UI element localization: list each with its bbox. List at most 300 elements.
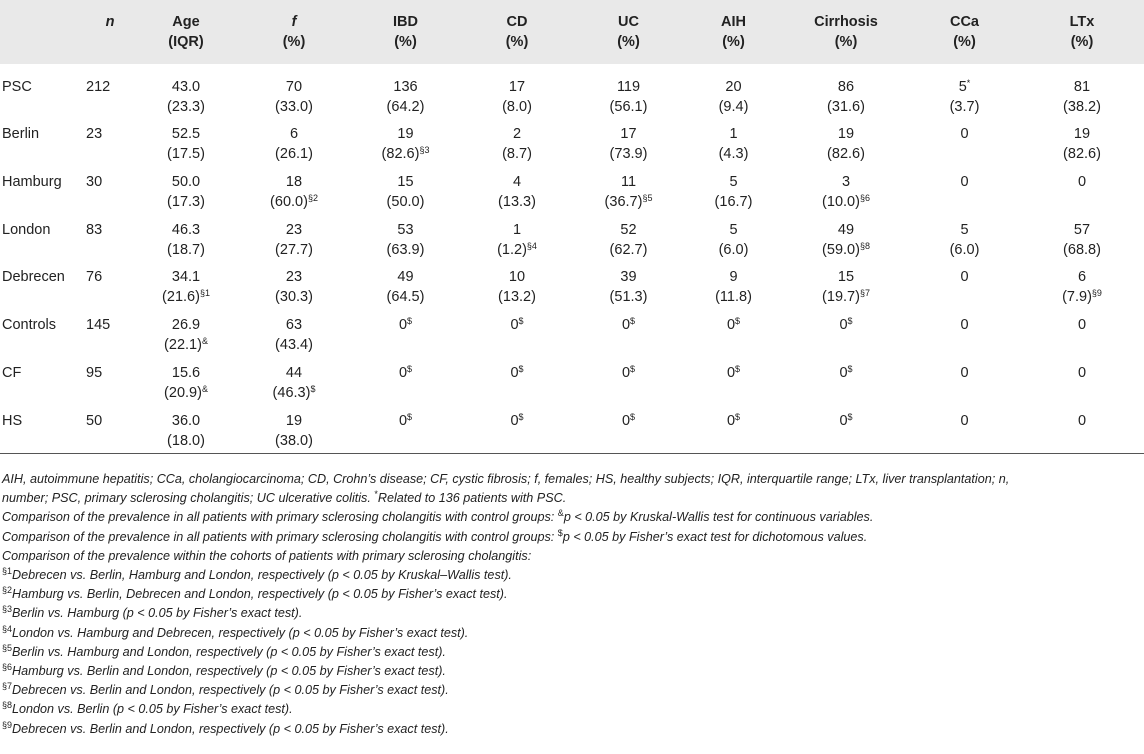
- footnote-text: Comparison of the prevalence in all patients with primary sclerosing cholangitis with control groups:: [2, 529, 555, 544]
- footnote-line: [2, 604, 1140, 623]
- footnote-line: [2, 624, 1140, 643]
- cell-percent: (6.0): [949, 241, 980, 258]
- cell-value: 0: [510, 364, 519, 381]
- cell-percent: (4.3): [718, 146, 749, 162]
- table-cell: [684, 411, 783, 459]
- table-cell: [1020, 220, 1144, 268]
- cell-value: 52: [620, 221, 637, 238]
- cell-percent: (30.3): [275, 289, 313, 306]
- table-cell: [573, 220, 684, 268]
- cell-percent: (59.0): [822, 241, 860, 258]
- cell-percent: (21.6): [162, 289, 200, 306]
- cell-value: 5: [958, 79, 967, 95]
- table-cell: [1020, 363, 1144, 411]
- cell-value: 57: [1073, 221, 1091, 238]
- table-cell: [783, 267, 909, 315]
- column-header-unit: (%): [282, 34, 306, 50]
- footnote-line: [2, 508, 1140, 527]
- cell-value: 19: [285, 412, 303, 429]
- cell-percent: (20.9): [164, 384, 202, 401]
- cell-value: 0: [960, 364, 969, 381]
- cell-value: 0: [621, 412, 631, 429]
- table-cell: [684, 64, 783, 124]
- cell-value: 52.5: [171, 126, 201, 142]
- table-row: [0, 267, 1144, 315]
- cell-percent-marker: §2: [307, 192, 318, 203]
- cell-percent: (36.7): [604, 193, 643, 210]
- cell-percent: (19.7): [822, 289, 860, 306]
- row-label: Debrecen: [2, 269, 65, 286]
- cell-value: 136: [393, 79, 418, 95]
- cell-value: 0: [1077, 364, 1087, 381]
- table-cell: [134, 220, 238, 268]
- table-cell: [909, 64, 1020, 124]
- footnote-text: Berlin vs. Hamburg and London, respectively (p < 0.05 by Fisher’s exact test).: [12, 644, 446, 659]
- column-header-label: IBD: [393, 14, 418, 30]
- table-cell: [461, 124, 573, 172]
- cell-value: 39: [620, 269, 637, 286]
- cell-value-marker: $: [735, 316, 741, 327]
- table-cell: [461, 220, 573, 268]
- column-header-label: UC: [618, 14, 639, 30]
- table-cell: [461, 267, 573, 315]
- cell-percent: (13.2): [498, 289, 536, 306]
- cell-percent: (50.0): [386, 193, 425, 210]
- footnote-text: London vs. Berlin (p < 0.05 by Fisher’s exact test).: [12, 702, 293, 717]
- cell-value-marker: $: [735, 411, 741, 422]
- footnote-marker: §8: [2, 700, 13, 711]
- column-header: [909, 0, 1020, 64]
- table-cell: [461, 363, 573, 411]
- cell-value: 20: [725, 79, 742, 95]
- footnote-text: Berlin vs. Hamburg (p < 0.05 by Fisher’s exact test).: [12, 606, 303, 621]
- cell-value: 15.6: [171, 364, 201, 381]
- cell-value: 0: [621, 364, 631, 381]
- cell-percent: (27.7): [275, 241, 313, 258]
- footnote-line: [2, 662, 1140, 681]
- footnote-text-continued: p < 0.05 by Fisher’s exact test for dichotomous values.: [562, 529, 868, 544]
- cell-value: 19: [1073, 126, 1091, 142]
- table-cell: [1020, 64, 1144, 124]
- table-cell: [573, 363, 684, 411]
- cell-n: 212: [86, 79, 111, 95]
- cell-value: 19: [837, 126, 855, 142]
- column-header: [350, 0, 461, 64]
- cell-value: 36.0: [171, 412, 201, 429]
- table-row: [0, 220, 1144, 268]
- cell-n: 30: [86, 173, 103, 190]
- cell-value: 86: [837, 79, 855, 95]
- footnote-line: [2, 547, 1140, 566]
- table-cell: [573, 64, 684, 124]
- cell-percent-marker: §8: [859, 240, 870, 251]
- column-header-label: Cirrhosis: [814, 14, 878, 30]
- cell-value: 44: [285, 364, 303, 381]
- column-header-label: LTx: [1069, 14, 1095, 30]
- cell-percent: (17.5): [167, 146, 205, 162]
- table-cell: [350, 411, 461, 459]
- cell-value: 49: [837, 221, 855, 238]
- column-header-unit: (%): [505, 34, 529, 50]
- table-cell: [783, 411, 909, 459]
- cell-percent: (46.3): [272, 384, 311, 401]
- footnote-text: Comparison of the prevalence in all patients with primary sclerosing cholangitis with control groups:: [2, 510, 555, 525]
- column-header: [134, 0, 238, 64]
- cell-value: 23: [285, 269, 303, 286]
- row-label: Berlin: [2, 126, 40, 142]
- cell-percent: (3.7): [949, 99, 980, 115]
- table-cell: [134, 64, 238, 124]
- cell-value: 23: [285, 221, 303, 238]
- table-cell: [461, 64, 573, 124]
- cell-value: 46.3: [171, 221, 201, 238]
- cell-value-marker: $: [735, 363, 741, 374]
- table-cell: [684, 124, 783, 172]
- table-cell: [684, 220, 783, 268]
- footnote-line: [2, 470, 1140, 489]
- table-row: [0, 411, 1144, 459]
- cell-value-marker: $: [847, 411, 853, 422]
- table-row: [0, 315, 1144, 363]
- footnote-text: AIH, autoimmune hepatitis; CCa, cholangiocarcinoma; CD, Crohn’s disease; CF, cystic fibrosis; f, females; HS, healthy subjects; IQR, interquartile range; LTx, liver transplantation; n,: [2, 472, 1010, 486]
- column-header-unit: (%): [722, 34, 745, 50]
- cell-percent: (64.5): [386, 289, 425, 306]
- cell-n: 145: [86, 317, 111, 334]
- table-cell: [909, 172, 1020, 220]
- table-row: [0, 64, 1144, 124]
- table-cell: [783, 315, 909, 363]
- cell-n: 95: [86, 364, 103, 381]
- column-header: [461, 0, 573, 64]
- table-cell: [238, 172, 350, 220]
- footnote-line: [2, 643, 1140, 662]
- cell-value: 0: [960, 269, 969, 286]
- cell-value: 0: [398, 317, 408, 334]
- cell-percent-marker: §3: [419, 145, 430, 155]
- cell-percent: (33.0): [275, 99, 313, 115]
- cell-value: 6: [289, 126, 299, 142]
- table-cell: [238, 124, 350, 172]
- column-header-label: f: [291, 14, 297, 30]
- table-cell: [134, 267, 238, 315]
- footnote-marker: §6: [2, 662, 13, 673]
- table-body: [0, 64, 1144, 459]
- table-footnotes: [2, 470, 1140, 739]
- table-cell: [461, 411, 573, 459]
- table-cell: [238, 315, 350, 363]
- table-row: [0, 363, 1144, 411]
- cell-value: 43.0: [171, 79, 201, 95]
- cell-value-marker: $: [407, 363, 413, 374]
- footnote-line: [2, 585, 1140, 604]
- cell-value: 63: [285, 317, 303, 334]
- cell-value: 3: [841, 173, 851, 190]
- footnote-marker: §9: [2, 719, 13, 730]
- row-label: Controls: [2, 317, 56, 334]
- column-header: [86, 0, 134, 64]
- table-cell: [783, 172, 909, 220]
- table-cell: [909, 267, 1020, 315]
- table-cell: [783, 363, 909, 411]
- column-header-unit: (%): [953, 34, 976, 50]
- footnote-symbol: *: [374, 489, 378, 500]
- column-header: [1020, 0, 1144, 64]
- row-label: Hamburg: [2, 173, 62, 190]
- table-cell: [461, 172, 573, 220]
- cell-percent: (13.3): [498, 193, 536, 210]
- table-cell: [461, 315, 573, 363]
- cell-value: 0: [960, 173, 969, 190]
- cell-value: 10: [508, 269, 526, 286]
- cell-value: 9: [729, 269, 738, 286]
- cell-value: 0: [960, 126, 969, 142]
- row-label: PSC: [2, 79, 32, 95]
- cell-percent: (51.3): [609, 289, 648, 306]
- cell-value: 0: [839, 317, 848, 334]
- cell-value: 1: [729, 126, 738, 142]
- cell-percent: (17.3): [167, 193, 205, 210]
- cell-percent: (56.1): [609, 99, 648, 115]
- cell-value: 18: [285, 173, 303, 190]
- column-header-label: CD: [506, 14, 528, 30]
- table-cell: [238, 363, 350, 411]
- footnote-text-continued: p < 0.05 by Kruskal-Wallis test for continuous variables.: [563, 510, 874, 525]
- table-cell: [238, 220, 350, 268]
- table-cell: [1020, 315, 1144, 363]
- cell-percent: (8.7): [502, 146, 532, 162]
- column-header-unit: (IQR): [168, 34, 204, 50]
- cell-percent-marker: §9: [1091, 288, 1102, 299]
- cell-percent: (18.7): [167, 241, 205, 258]
- table-cell: [573, 315, 684, 363]
- table-cell: [573, 267, 684, 315]
- table-cell: [1020, 411, 1144, 459]
- table-cell: [134, 363, 238, 411]
- cell-percent-marker: §7: [859, 288, 870, 299]
- cell-value: 6: [1077, 269, 1087, 286]
- row-label: HS: [2, 412, 23, 429]
- footnote-marker: §7: [2, 681, 13, 692]
- column-header-unit: (%): [394, 34, 417, 50]
- table-cell: [1020, 267, 1144, 315]
- cell-value: 0: [839, 364, 848, 381]
- table-cell: [684, 315, 783, 363]
- footnote-line: [2, 720, 1140, 739]
- cell-value: 0: [1077, 317, 1087, 334]
- cell-percent: (8.0): [502, 99, 532, 115]
- table-row: [0, 124, 1144, 172]
- row-label: CF: [2, 364, 22, 381]
- table-cell: [350, 315, 461, 363]
- cell-value: 0: [960, 412, 969, 429]
- table-cell: [134, 124, 238, 172]
- cell-percent: (62.7): [609, 241, 648, 258]
- cell-percent: (63.9): [386, 241, 425, 258]
- table-bottom-rule: [0, 453, 1144, 454]
- table-row: [0, 172, 1144, 220]
- table-cell: [238, 411, 350, 459]
- cell-value-marker: $: [518, 411, 524, 422]
- cell-percent-marker: §5: [642, 192, 653, 203]
- footnote-marker: §4: [2, 623, 13, 634]
- cell-value: 0: [510, 317, 519, 334]
- table-cell: [350, 172, 461, 220]
- footnote-marker: §2: [2, 585, 13, 596]
- table-cell: [350, 64, 461, 124]
- cell-percent: (23.3): [167, 99, 205, 115]
- cell-value: 0: [726, 364, 736, 381]
- cell-value-marker: $: [630, 363, 636, 374]
- cell-value: 81: [1073, 79, 1091, 95]
- table-cell: [1020, 124, 1144, 172]
- table-cell: [573, 124, 684, 172]
- column-header: [684, 0, 783, 64]
- cell-percent: (10.0): [822, 193, 860, 210]
- table-cell: [238, 64, 350, 124]
- cell-percent: (68.8): [1063, 241, 1101, 258]
- cell-value: 70: [285, 79, 303, 95]
- table-cell: [684, 363, 783, 411]
- cell-percent: (1.2): [497, 241, 527, 258]
- cell-value: 19: [397, 126, 414, 142]
- cell-value-marker: $: [407, 411, 413, 422]
- column-header: [0, 0, 86, 64]
- footnote-marker: §5: [2, 642, 13, 653]
- footnote-text: number; PSC, primary sclerosing cholangitis; UC ulcerative colitis.: [2, 491, 371, 506]
- cell-value: 4: [512, 173, 522, 190]
- cell-value-marker: $: [847, 316, 853, 327]
- cell-value: 119: [616, 79, 641, 95]
- cell-percent-marker: §6: [859, 192, 870, 203]
- column-header: [573, 0, 684, 64]
- cell-value: 0: [726, 412, 736, 429]
- cell-value: 50.0: [171, 173, 201, 190]
- table-cell: [573, 172, 684, 220]
- cell-percent: (18.0): [167, 432, 205, 449]
- table-cell: [134, 411, 238, 459]
- footnote-line: [2, 681, 1140, 700]
- table-cell: [134, 315, 238, 363]
- cell-value: 5: [729, 173, 738, 190]
- cell-value: 5: [960, 221, 969, 238]
- cell-value: 49: [397, 269, 414, 286]
- footnote-line: [2, 489, 1140, 508]
- table-cell: [783, 124, 909, 172]
- table-cell: [350, 267, 461, 315]
- footnote-text: Debrecen vs. Berlin and London, respectively (p < 0.05 by Fisher’s exact test).: [12, 721, 449, 736]
- cell-percent: (73.9): [609, 146, 648, 162]
- cell-value: 0: [398, 412, 408, 429]
- cell-percent-marker: §1: [199, 288, 210, 299]
- cell-percent: (82.6): [381, 146, 420, 162]
- cell-n: 76: [86, 269, 103, 286]
- cell-value: 15: [397, 173, 414, 190]
- cell-percent: (43.4): [275, 337, 313, 354]
- column-header-unit: (%): [617, 34, 640, 50]
- table-cell: [684, 267, 783, 315]
- cell-percent-marker: &: [201, 383, 208, 394]
- table-cell: [909, 363, 1020, 411]
- column-header-unit: (%): [1070, 34, 1094, 50]
- cell-value: 34.1: [171, 269, 201, 286]
- cell-value-marker: $: [518, 316, 524, 327]
- table-cell: [909, 220, 1020, 268]
- cell-n: 83: [86, 221, 103, 238]
- column-header-label: n: [105, 14, 115, 30]
- cell-value-marker: $: [847, 363, 853, 374]
- cell-percent-marker: $: [310, 383, 316, 394]
- column-header: [238, 0, 350, 64]
- cell-value: 0: [726, 317, 736, 334]
- cell-value: 2: [512, 126, 522, 142]
- cell-percent: (6.0): [718, 241, 749, 258]
- column-header-label: AIH: [721, 14, 746, 30]
- cell-value: 11: [620, 173, 637, 190]
- cell-value-marker: $: [630, 316, 636, 327]
- table-cell: [909, 124, 1020, 172]
- cell-percent: (64.2): [386, 99, 425, 115]
- footnote-text: Hamburg vs. Berlin and London, respectively (p < 0.05 by Fisher’s exact test).: [12, 664, 446, 679]
- footnote-symbol: $: [557, 527, 563, 538]
- cell-value-marker: $: [407, 316, 413, 327]
- column-header-label: Age: [172, 14, 200, 30]
- cell-value: 26.9: [171, 317, 201, 334]
- footnote-line: [2, 528, 1140, 547]
- cell-value: 5: [729, 221, 738, 238]
- cell-value: 1: [512, 221, 522, 238]
- footnote-marker: §1: [2, 566, 13, 577]
- footnote-symbol: &: [557, 508, 564, 519]
- cell-percent: (26.1): [275, 146, 313, 162]
- cell-percent: (82.6): [827, 146, 865, 162]
- footnote-text: London vs. Hamburg and Debrecen, respectively (p < 0.05 by Fisher’s exact test).: [12, 625, 469, 640]
- cell-value-marker: $: [630, 411, 636, 422]
- cell-percent-marker: §4: [526, 240, 537, 251]
- column-header-label: CCa: [949, 14, 979, 30]
- table-cell: [350, 124, 461, 172]
- cell-percent: (22.1): [164, 337, 202, 354]
- cell-value: 0: [960, 317, 969, 334]
- footnote-text: Debrecen vs. Berlin and London, respectively (p < 0.05 by Fisher’s exact test).: [12, 683, 449, 698]
- cell-value: 0: [1077, 412, 1087, 429]
- cell-percent: (38.0): [275, 432, 313, 449]
- cell-value: 17: [620, 126, 637, 142]
- table-cell: [350, 363, 461, 411]
- table-cell: [909, 315, 1020, 363]
- cell-percent: (82.6): [1063, 146, 1101, 162]
- column-header-unit: (%): [834, 34, 858, 50]
- cell-value: 0: [1077, 173, 1087, 190]
- table-cell: [909, 411, 1020, 459]
- cell-value-marker: *: [966, 78, 971, 88]
- footnote-text: Comparison of the prevalence within the cohorts of patients with primary sclerosing cholangitis:: [2, 548, 532, 563]
- cell-percent: (7.9): [1062, 289, 1092, 306]
- cell-value: 0: [621, 317, 631, 334]
- table-cell: [350, 220, 461, 268]
- footnote-line: [2, 566, 1140, 585]
- cell-n: 23: [86, 126, 103, 142]
- footnote-text: Debrecen vs. Berlin, Hamburg and London, respectively (p < 0.05 by Kruskal–Wallis test).: [12, 568, 512, 583]
- table-cell: [573, 411, 684, 459]
- table-cell: [1020, 172, 1144, 220]
- cell-percent: (60.0): [270, 193, 308, 210]
- footnote-text-continued: Related to 136 patients with PSC.: [377, 491, 567, 506]
- footnote-marker: §3: [2, 604, 13, 615]
- cell-value: 17: [508, 79, 526, 95]
- cell-percent: (9.4): [718, 99, 749, 115]
- cell-percent: (38.2): [1063, 99, 1101, 115]
- cell-percent: (31.6): [827, 99, 865, 115]
